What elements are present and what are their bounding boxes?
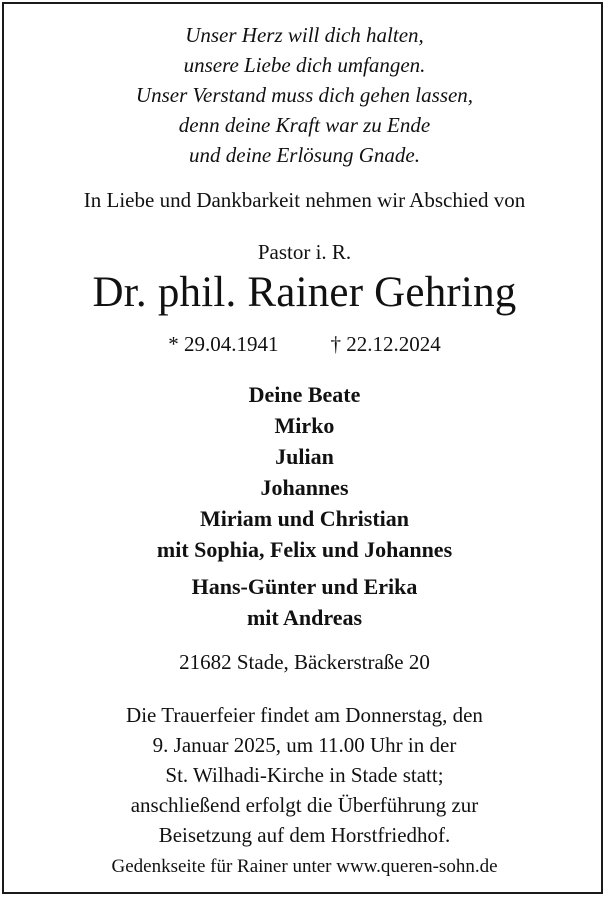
deceased-name: Dr. phil. Rainer Gehring [92,269,517,316]
mourner-name: Deine Beate [248,382,361,407]
service-line: Beisetzung auf dem Horstfriedhof. [158,823,451,847]
mourner-name: mit Andreas [246,605,363,630]
service-line: Die Trauerfeier findet am Donnerstag, den [126,703,483,727]
poem-line: und deine Erlösung Gnade. [189,143,420,167]
poem-line: Unser Herz will dich halten, [185,23,424,47]
service-line: St. Wilhadi-Kirche in Stade statt; [165,763,444,787]
death-date: † 22.12.2024 [330,332,441,356]
deceased-title: Pastor i. R. [257,240,352,264]
poem-line: unsere Liebe dich umfangen. [183,53,426,77]
poem-line: denn deine Kraft war zu Ende [178,113,431,137]
mourner-name: Mirko [274,413,335,438]
mourner-name: Miriam und Christian [199,506,410,531]
mourner-name: Julian [275,444,334,469]
mourner-name: Hans-Günter und Erika [191,574,418,599]
service-line: anschließend erfolgt die Überführung zur [130,793,479,817]
poem-line: Unser Verstand muss dich gehen lassen, [135,83,474,107]
birth-date: * 29.04.1941 [168,332,279,356]
service-line: 9. Januar 2025, um 11.00 Uhr in der [152,733,457,757]
mourner-name: Johannes [260,475,349,500]
farewell-intro: In Liebe und Dankbarkeit nehmen wir Abschied von [83,188,526,212]
life-dates [0,332,609,357]
mourners-address: 21682 Stade, Bäckerstraße 20 [179,650,430,674]
mourner-name: mit Sophia, Felix und Johannes [156,537,453,562]
memorial-page-note: Gedenkseite für Rainer unter www.queren-sohn.de [111,856,498,877]
